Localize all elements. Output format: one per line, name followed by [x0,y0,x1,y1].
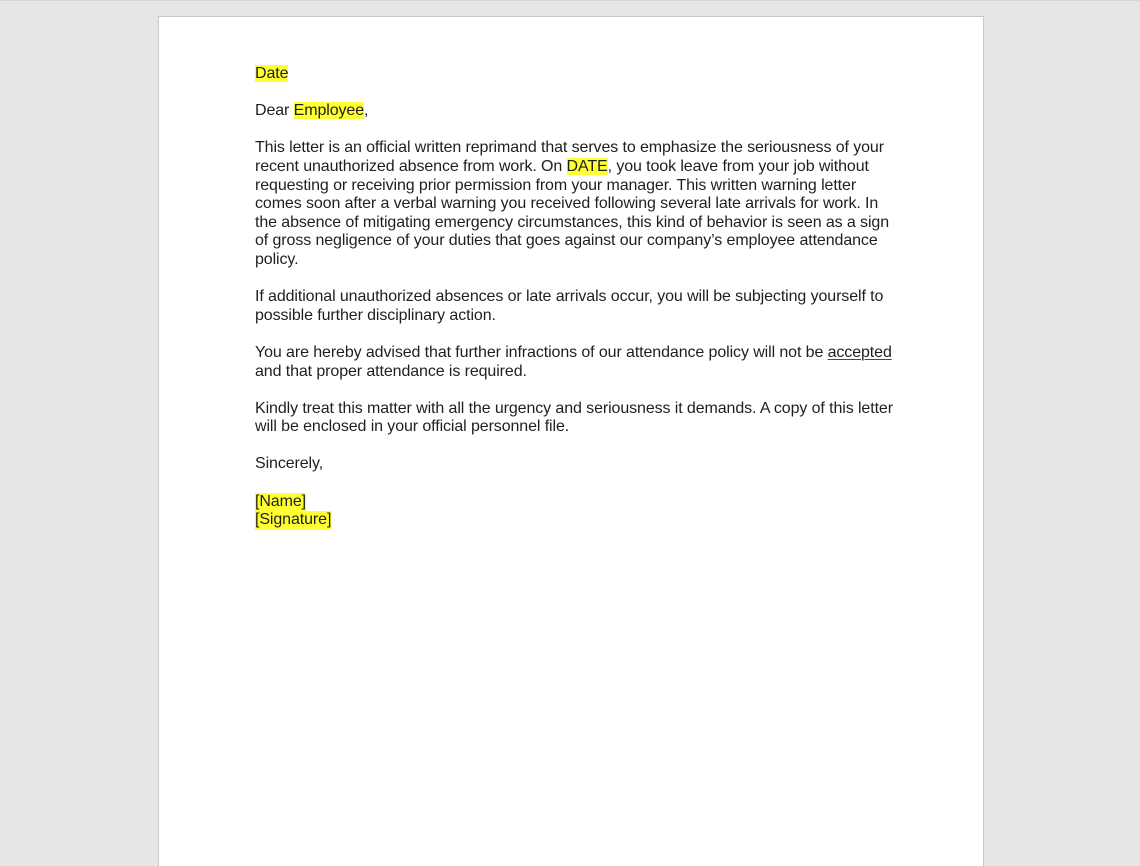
signature-block[interactable] [255,493,895,530]
paragraph-advisory-part1: You are hereby advised that further infractions of our attendance policy will not be [255,343,828,361]
salutation-prefix: Dear [255,102,294,120]
paragraph-advisory-part2: and that proper attendance is required. [255,362,527,380]
date-inline-placeholder[interactable]: DATE [566,157,608,175]
date-line[interactable] [255,65,895,84]
paragraph-advisory[interactable] [255,344,895,381]
paragraph-reprimand[interactable] [255,139,895,269]
document-page[interactable] [158,16,984,866]
name-placeholder[interactable]: [Name] [255,492,306,510]
closing[interactable]: Sincerely, [255,455,324,473]
paragraph-closing-request[interactable]: Kindly treat this matter with all the urgency and seriousness it demands. A copy of this letter will be enclosed in your official personnel file. [255,399,893,436]
employee-placeholder[interactable]: Employee [293,102,364,120]
paragraph-consequences[interactable]: If additional unauthorized absences or late arrivals occur, you will be subjecting yourself to possible further disciplinary action. [255,288,884,324]
salutation-suffix: , [364,102,369,120]
letter-body[interactable] [255,65,895,548]
spellcheck-flagged-word[interactable]: accepted [827,343,892,361]
date-placeholder[interactable]: Date [255,65,289,82]
paragraph-reprimand-part2: , you took leave from your job without requesting or receiving prior permission from your manager. This written warning letter comes soon after a verbal warning you received following several late arrivals for work. In the absence of mitigating emergency circumstances, this kind of behavior is seen as a sign of gross negligence of your duties that goes against our company’s employee attendance policy. [255,157,890,268]
paragraph-reprimand-part1: This letter is an official written reprimand that serves to emphasize the seriousness of your recent unauthorized absence from work. On [255,139,884,175]
salutation[interactable] [255,102,895,121]
signature-placeholder[interactable]: [Signature] [255,511,332,529]
